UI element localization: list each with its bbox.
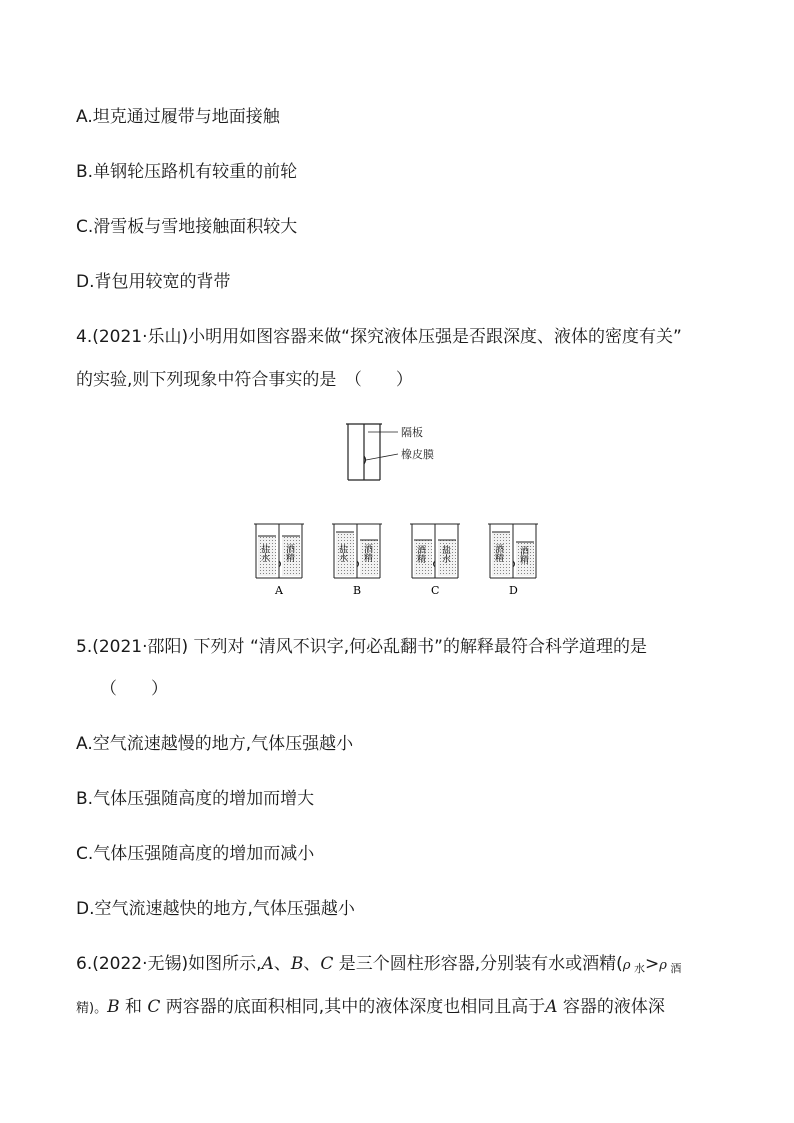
label-rubber-membrane: 橡皮膜: [401, 448, 434, 461]
option-c-left-liquid: 酒精: [415, 545, 425, 563]
option-c-right-liquid: 盐水: [440, 545, 450, 563]
q6-var-a: A: [261, 954, 274, 974]
option-d-container: [488, 524, 538, 597]
option-a-container: [254, 524, 304, 597]
q5-option-c: C.气体压强随高度的增加而减小: [76, 844, 315, 864]
q4-stem-line1: 4.(2021·乐山)小明用如图容器来做“探究液体压强是否跟深度、液体的密度有关”: [76, 327, 682, 347]
q6-line2-var-b: B: [107, 997, 120, 1017]
q6-rho-water: ρ: [622, 958, 631, 973]
q4-container-figure: [340, 418, 460, 486]
option-c-letter: C: [431, 584, 440, 597]
option-a-right-liquid: 酒精: [284, 544, 294, 562]
option-b-container: [332, 524, 382, 597]
q6-var-c: C: [320, 954, 334, 974]
q6-sep1: 、: [273, 954, 291, 974]
q6-sub-alcohol: 酒: [666, 962, 682, 975]
q6-var-b: B: [290, 954, 304, 974]
q6-sub-water: 水: [630, 962, 645, 975]
q5-stem-line2: （ ）: [100, 679, 168, 699]
q3-option-a: A.坦克通过履带与地面接触: [76, 107, 280, 127]
q6-stem-line1: [76, 953, 681, 980]
q5-stem-line1: 5.(2021·邵阳) 下列对 “清风不识字,何必乱翻书”的解释最符合科学道理的是: [76, 637, 647, 657]
q6-stem-line2: [76, 996, 665, 1020]
q5-option-a: A.空气流速越慢的地方,气体压强越小: [76, 734, 354, 754]
option-d-left-liquid: 酒精: [493, 544, 503, 562]
q6-line2-and: 和: [119, 997, 148, 1017]
option-a-left-liquid: 盐水: [259, 544, 269, 562]
option-b-left-liquid: 盐水: [337, 544, 347, 562]
q6-line2-start: 精)。: [76, 1001, 108, 1016]
option-d-letter: D: [509, 584, 518, 597]
label-partition: 隔板: [401, 426, 423, 439]
option-a-letter: A: [275, 584, 283, 597]
option-b-right-liquid: 酒精: [362, 544, 372, 562]
q3-option-d: D.背包用较宽的背带: [76, 272, 231, 292]
q4-options-figure: [250, 518, 550, 600]
q5-option-b: B.气体压强随高度的增加而增大: [76, 789, 315, 809]
q6-gt: >: [644, 954, 660, 974]
q6-sep2: 、: [303, 954, 321, 974]
q6-intro: 6.(2022·无锡)如图所示,: [76, 954, 262, 974]
q3-option-c: C.滑雪板与雪地接触面积较大: [76, 217, 298, 237]
option-d-right-liquid: 酒精: [518, 546, 528, 564]
q4-stem-line2: 的实验,则下列现象中符合事实的是 （ ）: [76, 370, 413, 390]
option-c-container: [410, 524, 460, 597]
q6-rho-alcohol: ρ: [659, 958, 667, 973]
q6-line2-var-c: C: [147, 997, 161, 1017]
q5-option-d: D.空气流速越快的地方,气体压强越小: [76, 899, 355, 919]
q6-desc: 是三个圆柱形容器,分别装有水或酒精(: [333, 954, 623, 974]
option-b-letter: B: [353, 584, 362, 597]
q3-option-b: B.单钢轮压路机有较重的前轮: [76, 162, 298, 182]
q6-line2-mid: 两容器的底面积相同,其中的液体深度也相同且高于: [160, 997, 546, 1017]
q6-line2-end: 容器的液体深: [557, 997, 665, 1017]
q6-line2-var-a: A: [545, 997, 558, 1017]
